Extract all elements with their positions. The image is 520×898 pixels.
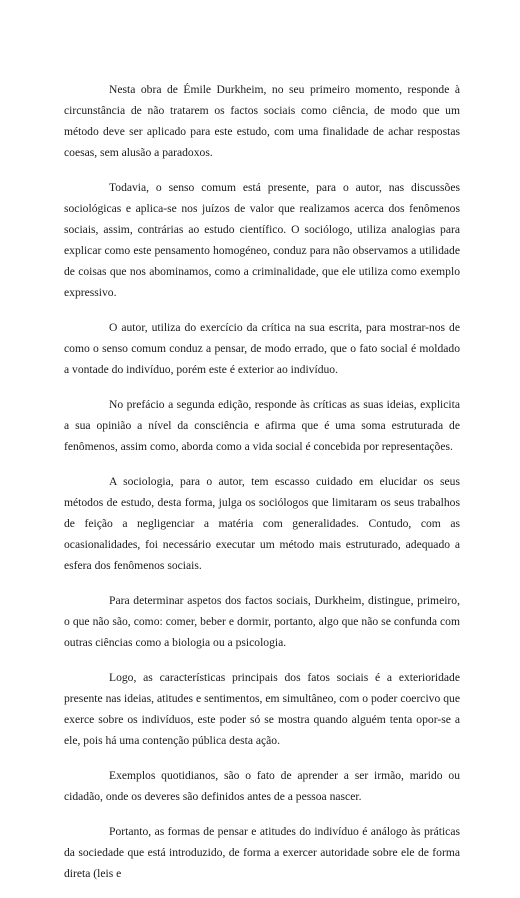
document-body <box>64 79 460 898</box>
paragraph-4: No prefácio a segunda edição, responde às críticas as suas ideias, explicita a sua opinião a nível da consciência e afirma que é uma soma estruturada de fenômenos, assim como, aborda como a vida social é concebida por representações. <box>64 398 460 453</box>
paragraph-5: A sociologia, para o autor, tem escasso cuidado em elucidar os seus métodos de estudo, desta forma, julga os sociólogos que limitaram os seus trabalhos de feição a negligenciar a matéria com generalidades. Contudo, com as ocasionalidades, foi necessário executar um método mais estruturado, adequado a esfera dos fenômenos sociais. <box>64 475 460 572</box>
paragraph-7: Logo, as características principais dos fatos sociais é a exterioridade presente nas ideias, atitudes e sentimentos, em simultâneo, com o poder coercivo que exerce sobre os indivíduos, este poder só se mostra quando alguém tenta opor-se a ele, pois há uma contenção pública desta ação. <box>64 671 460 747</box>
paragraph-6: Para determinar aspetos dos factos sociais, Durkheim, distingue, primeiro, o que não são, como: comer, beber e dormir, portanto, algo que não se confunda com outras ciências como a biologia ou a psicologia. <box>64 594 460 649</box>
paragraph-2: Todavia, o senso comum está presente, para o autor, nas discussões sociológicas e aplica-se nos juízos de valor que realizamos acerca dos fenômenos sociais, assim, contrárias ao estudo científico. O sociólogo, utiliza analogias para explicar como este pensamento homogéneo, conduz para não observamos a utilidade de coisas que nos abominamos, como a criminalidade, que ele utiliza como exemplo expressivo. <box>64 181 460 299</box>
paragraph-1: Nesta obra de Émile Durkheim, no seu primeiro momento, responde à circunstância de não tratarem os factos sociais como ciência, de modo que um método deve ser aplicado para este estudo, com uma finalidade de achar respostas coesas, sem alusão a paradoxos. <box>64 83 460 159</box>
paragraph-3: O autor, utiliza do exercício da crítica na sua escrita, para mostrar-nos de como o senso comum conduz a pensar, de modo errado, que o fato social é moldado a vontade do indivíduo, porém este é exterior ao indivíduo. <box>64 321 460 376</box>
paragraph-8: Exemplos quotidianos, são o fato de aprender a ser irmão, marido ou cidadão, onde os deveres são definidos antes de a pessoa nascer. <box>64 769 460 803</box>
paragraph-9: Portanto, as formas de pensar e atitudes do indivíduo é análogo às práticas da sociedade que está introduzido, de forma a exercer autoridade sobre ele de forma direta (leis e <box>64 825 460 880</box>
